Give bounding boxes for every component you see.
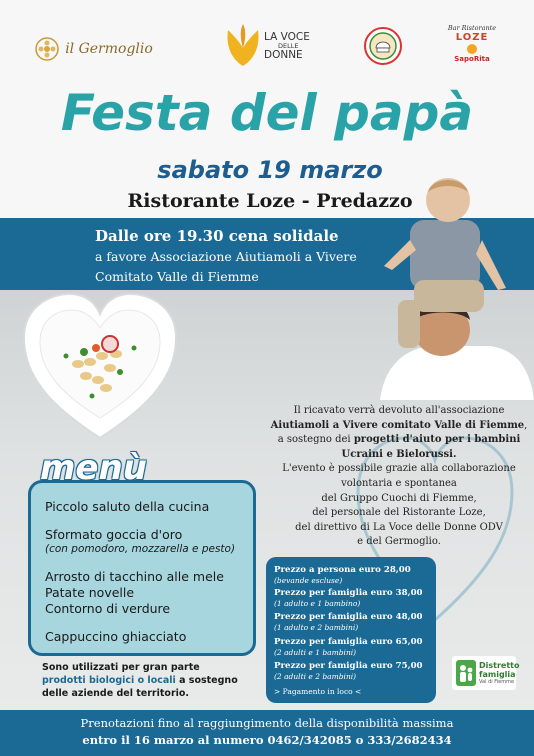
booking-contact: entro il 16 marzo al numero 0462/342085 o 333/2682434 xyxy=(82,733,452,747)
chef-badge-icon xyxy=(364,26,402,66)
germoglio-text: il Germoglio xyxy=(65,41,153,57)
menu-item: Arrosto di tacchino alle mele xyxy=(45,569,224,584)
price-line: Prezzo per famiglia euro 38,00 xyxy=(274,588,423,598)
price-note: (1 adulto e 2 bambini) xyxy=(274,623,359,632)
association-line: a favore Associazione Aiutiamoli a Vivere xyxy=(95,249,357,264)
father-child-photo xyxy=(370,170,534,400)
price-note: (bevande escluse) xyxy=(274,576,343,585)
price-note: (1 adulto e 1 bambino) xyxy=(274,599,361,608)
event-date: sabato 19 marzo xyxy=(157,156,383,184)
la-voce-logo xyxy=(222,22,318,70)
germoglio-logo xyxy=(34,36,154,62)
menu-item: Sformato goccia d'oro xyxy=(45,527,183,542)
menu-item: Cappuccino ghiacciato xyxy=(45,629,187,644)
fork-icon xyxy=(464,43,480,55)
donation-info: Il ricavato verrà devoluto all'associazione Aiutiamoli a Vivere comitato Valle di Fiemme, a sostegno dei progetti d'aiuto per i bambini Ucraini e Bielorussi. L'evento è possibile grazie alla collaborazione volontaria e spontanea del Gruppo Cuochi di Fiemme, del personale del Ristorante Loze, del direttivo di La Voce delle Donne ODV e del Germoglio. xyxy=(268,404,530,550)
family-icon xyxy=(456,660,476,686)
loze-logo: Bar Ristorante LOZE SapoRita xyxy=(447,24,497,63)
committee-line: Comitato Valle di Fiemme xyxy=(95,269,259,284)
payment-note: > Pagamento in loco < xyxy=(274,687,362,696)
price-box xyxy=(266,557,436,703)
price-line: Prezzo a persona euro 28,00 xyxy=(274,565,411,575)
price-line: Prezzo per famiglia euro 75,00 xyxy=(274,661,423,671)
price-line: Prezzo per famiglia euro 48,00 xyxy=(274,612,423,622)
menu-item: Piccolo saluto della cucina xyxy=(45,499,210,514)
flower-icon xyxy=(35,37,59,61)
price-note: (2 adulti e 1 bambini) xyxy=(274,648,357,657)
booking-band xyxy=(0,710,534,756)
dish-photo xyxy=(20,292,180,442)
booking-line: Prenotazioni fino al raggiungimento della disponibilità massima xyxy=(80,716,454,730)
event-title: Festa del papà xyxy=(60,84,474,142)
price-note: (2 adulti e 2 bambini) xyxy=(274,672,357,681)
menu-item-note: (con pomodoro, mozzarella e pesto) xyxy=(45,543,236,555)
distretto-famiglia-logo: Distretto famiglia Val di Fiemme xyxy=(452,656,516,690)
donation-paragraph: Il ricavato verrà devoluto all'associazione Aiutiamoli a Vivere comitato Valle di Fiemme, a sostegno dei progetti d'aiuto per i bambini Ucraini e Bielorussi. xyxy=(270,405,528,460)
gruppo-cuochi-logo xyxy=(364,26,402,66)
menu-item: Patate novelle xyxy=(45,585,135,600)
tulip-icon xyxy=(222,22,264,68)
dinner-time: Dalle ore 19.30 cena solidale xyxy=(95,227,339,245)
menu-item: Contorno di verdure xyxy=(45,601,171,616)
price-line: Prezzo per famiglia euro 65,00 xyxy=(274,637,423,647)
menu-title: menù xyxy=(40,448,147,488)
menu-box xyxy=(28,480,256,656)
event-place: Ristorante Loze - Predazzo xyxy=(127,190,413,212)
voce-text: LA VOCE DELLE DONNE xyxy=(264,31,310,61)
local-products-note: Sono utilizzati per gran parte prodotti biologici o locali a sostegno delle aziende del territorio. xyxy=(42,662,238,699)
